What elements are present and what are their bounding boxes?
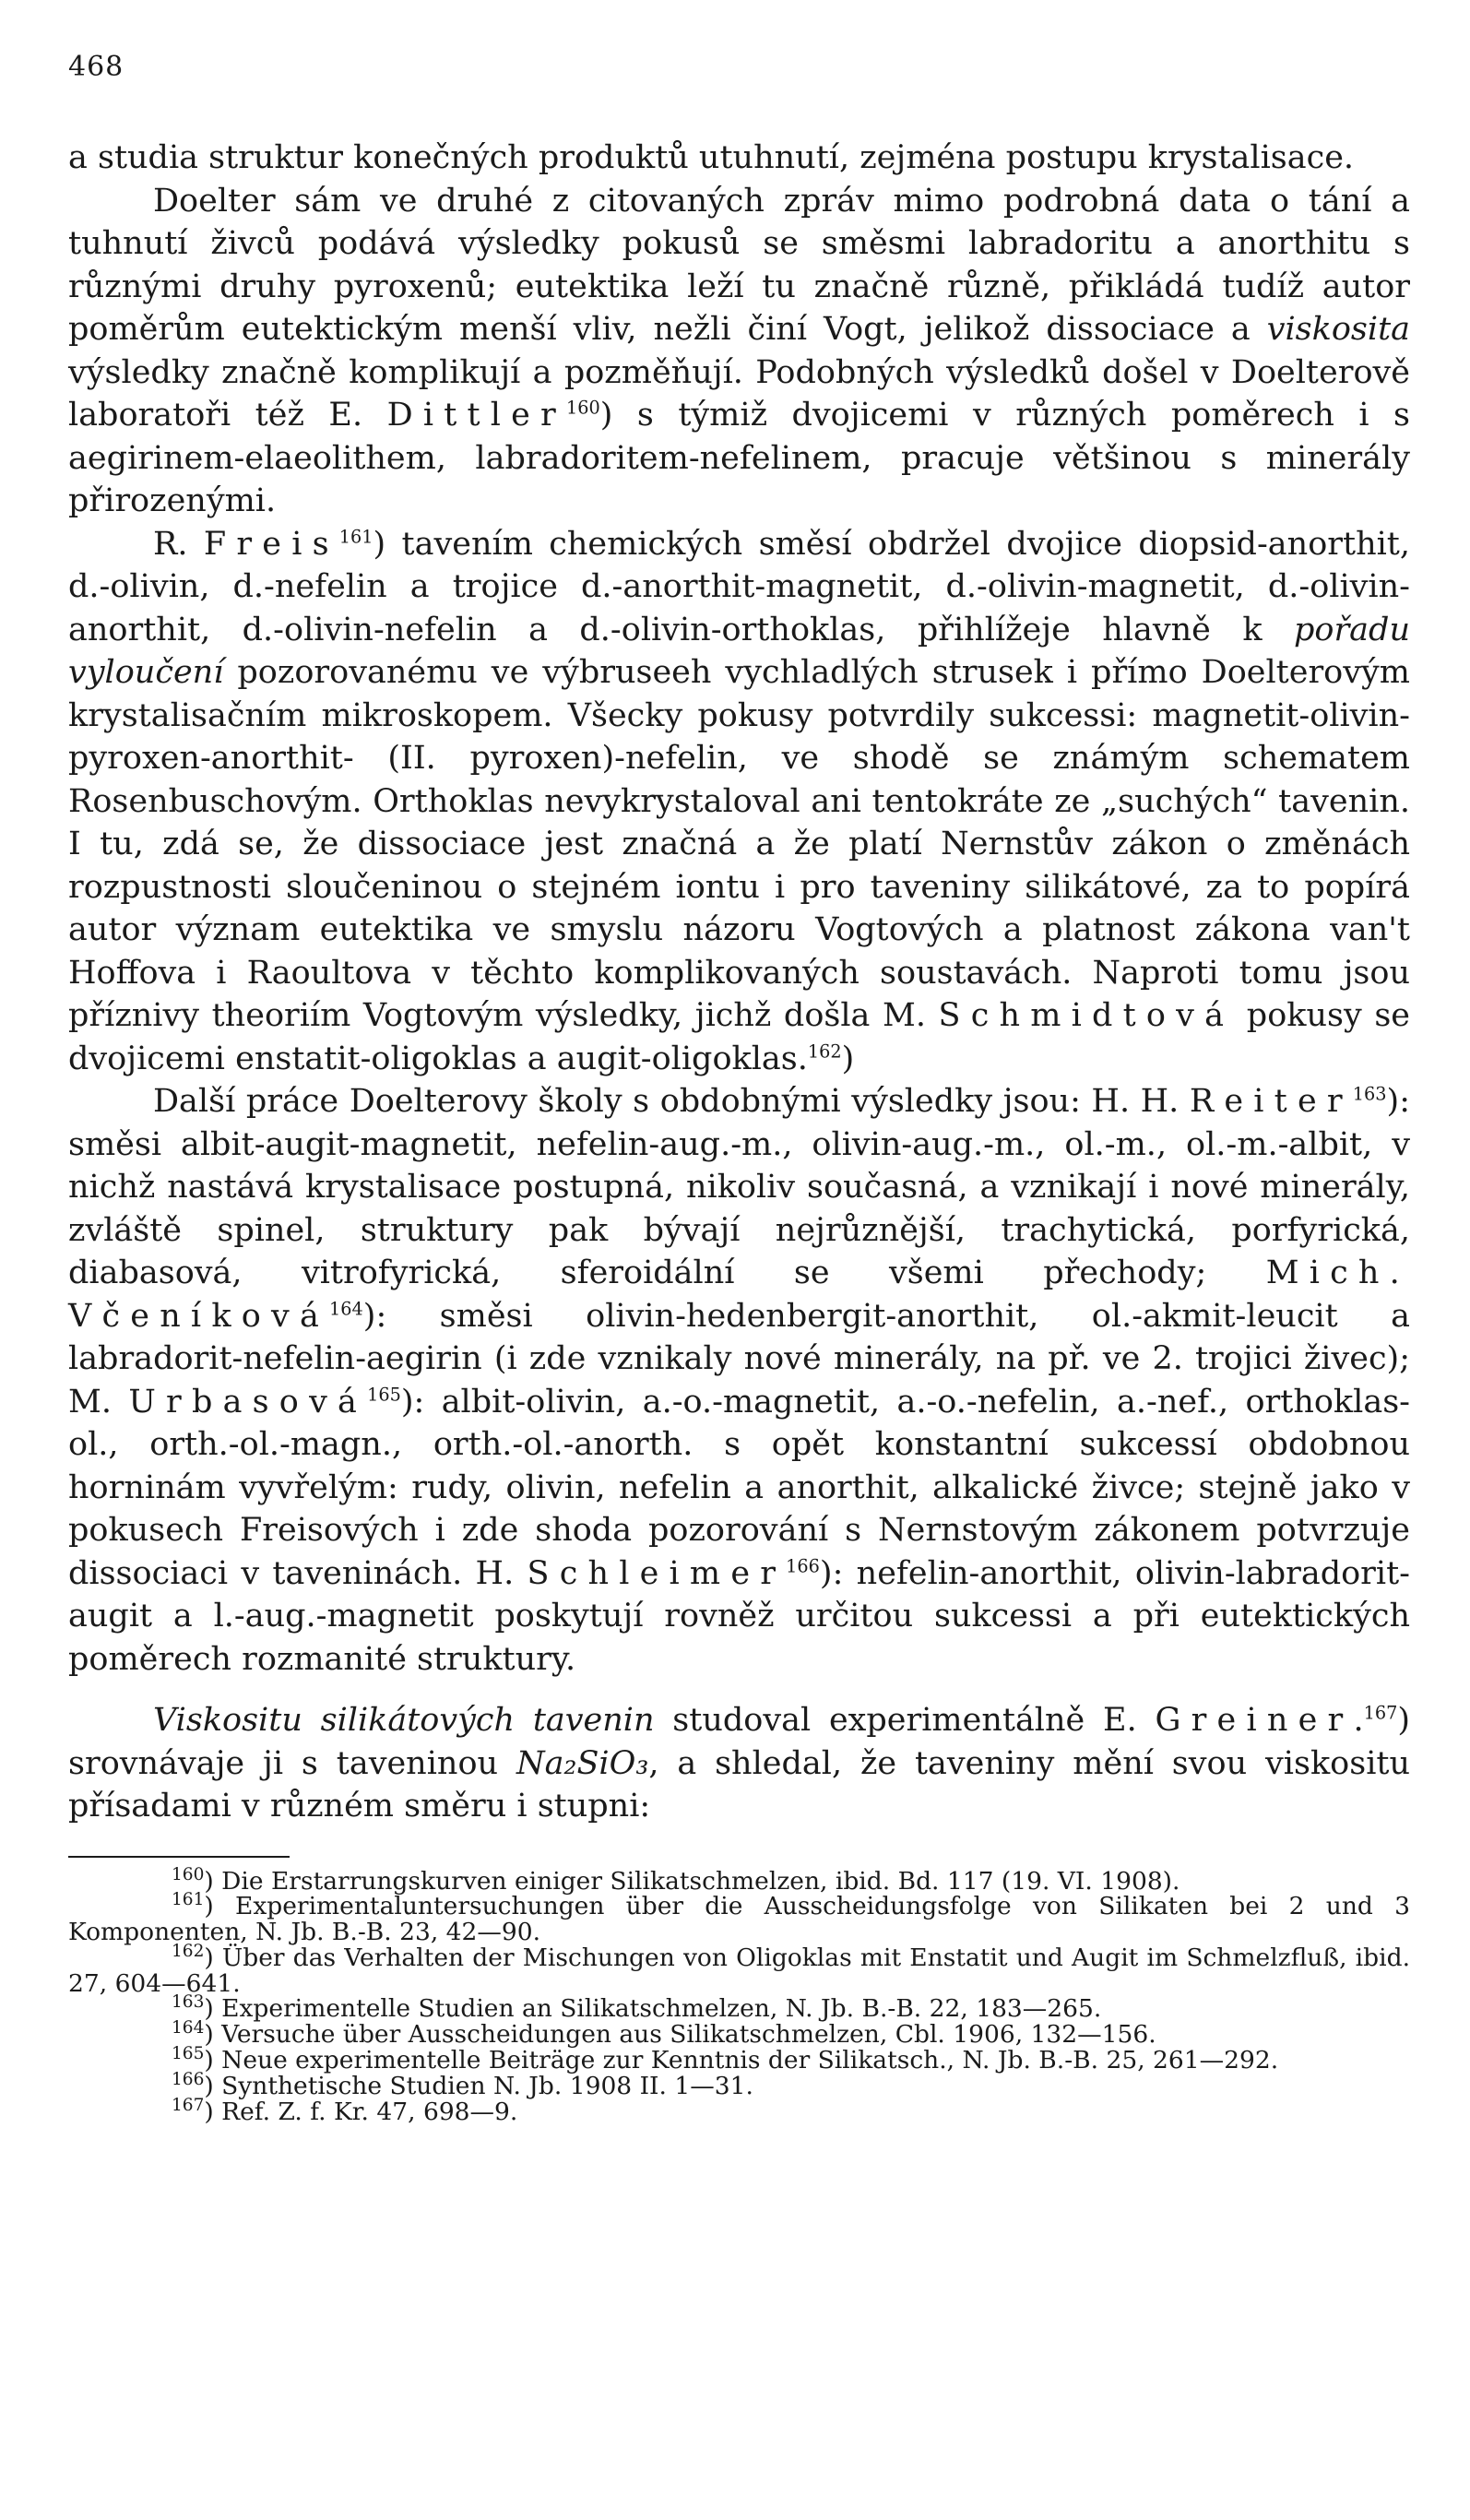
footnote-number: 161 [172, 1890, 205, 1910]
text-run: , a shledal, že taveniny mění svou viskositu přísadami v různém směru i stupni: [68, 1744, 1410, 1825]
footnote-163 [68, 1992, 1410, 2024]
emphasis-poradu-vylouceni: pořadu vyloučení [68, 611, 1410, 691]
text-run: ): směsi olivin-hedenbergit-anorthit, ol.-akmit-leucit a labradorit-nefelin-aegirin (i zde vznikaly nové minerály, na př. ve 2. trojici živec); M. [68, 1297, 1410, 1420]
footnote-text: ) Experimentaluntersuchungen über die Ausscheidungsfolge von Silikaten bei 2 und 3 Komponenten, N. Jb. B.-B. 23, 42—90. [68, 1892, 1410, 1947]
text-run: ) tavením chemických směsí obdržel dvojice diopsid-anorthit, d.-olivin, d.-nefelin a trojice d.-anorthit-magnetit, d.-olivin-magnetit, d.-olivin-anorthit, d.-olivin-nefelin a d.-olivin-orthoklas, přihlížeje hlavně k [68, 525, 1410, 648]
footnote-number: 167 [172, 2095, 205, 2115]
paragraph-2 [68, 180, 1410, 523]
footnote-ref-164[interactable]: 164 [329, 1297, 363, 1319]
text-run: ) s týmiž dvojicemi v různých poměrech i s aegirinem-elaeolithem, labradoritem-nefelinem, pracuje většinou s minerály přirozenými. [68, 397, 1410, 519]
footnote-ref-161[interactable]: 161 [338, 525, 373, 547]
paragraph-3 [68, 523, 1410, 1081]
footnote-number: 166 [172, 2070, 205, 2090]
footnote-text: ) Neue experimentelle Beiträge zur Kenntnis der Silikatsch., N. Jb. B.-B. 25, 261—292. [204, 2046, 1279, 2075]
text-run: pozorovanému ve výbruseeh vychladlých strusek i přímo Doelterovým krystalisačním mikroskopem. Všecky pokusy potvrdily sukcessi: magnetit-olivin-pyroxen-anorthit- (II. pyroxen)-nefelin, ve shodě se známým schematem Rosenbuschovým. Orthoklas nevykrystaloval ani tentokráte ze „suchých“ tavenin. I tu, zdá se, že dissociace jest značná a že platí Nernstův zákon o změnách rozpustnosti sloučeninou o stejném iontu i pro taveniny silikátové, za to popírá autor význam eutektika ve smyslu názoru Vogtových a platnost zákona van't Hoffova i Raoultova v těchto komplikovaných soustavách. Naproti tomu jsou příznivy theoriím Vogtovým výsledky, jichž došla M. [68, 654, 1410, 1034]
footnote-160 [68, 1864, 1410, 1896]
text-run: ) srovnávaje ji s taveninou [68, 1702, 1410, 1782]
text-run: ): směsi albit-augit-magnetit, nefelin-aug.-m., olivin-aug.-m., ol.-m., ol.-m.-albit, v nichž nastává krystalisace postupná, nikoliv současná, a vznikají i nové minerály, zvláště spinel, struktury pak bývají nejrůznější, trachytická, porfyrická, diabasová, vitrofyrická, sferoidální se všemi přechody; [68, 1083, 1410, 1291]
emphasis-viskositu: Viskositu silikátových tavenin [153, 1702, 655, 1739]
footnote-161 [68, 1890, 1410, 1947]
footnotes [68, 1864, 1410, 2126]
footnote-text: ) Versuche über Ausscheidungen aus Silikatschmelzen, Cbl. 1906, 132—156. [204, 2020, 1156, 2050]
footnote-165 [68, 2044, 1410, 2075]
footnote-number: 160 [172, 1864, 205, 1884]
footnote-number: 162 [172, 1942, 205, 1962]
author-name-urbasova: Urbasová [128, 1383, 368, 1420]
footnote-number: 163 [172, 1992, 205, 2013]
footnote-162 [68, 1942, 1410, 1998]
paragraph-5 [68, 1699, 1410, 1828]
footnote-167 [68, 2095, 1410, 2126]
author-name-reiter: Reiter [1189, 1083, 1353, 1120]
footnote-166 [68, 2070, 1410, 2100]
chemical-formula: Na₂SiO₃ [516, 1744, 649, 1782]
text-run: R. [153, 525, 204, 563]
page-number: 468 [68, 51, 124, 83]
author-name-dittler: Dittler [386, 397, 566, 434]
footnote-divider [68, 1856, 290, 1858]
author-name-schmidtova: Schmidtová [938, 997, 1235, 1034]
text-run: Další práce Doelterovy školy s obdobnými výsledky jsou: H. H. [153, 1083, 1190, 1120]
footnote-ref-165[interactable]: 165 [367, 1383, 401, 1405]
body-text [68, 137, 1410, 1828]
footnote-number: 165 [172, 2044, 205, 2064]
text-run: ): albit-olivin, a.-o.-magnetit, a.-o.-nefelin, a.-nef., orthoklas-ol., orth.-ol.-magn., orth.-ol.-anorth. s opět konstantní sukcessí obdobnou horninám vyvřelým: rudy, olivin, nefelin a anorthit, alkalické živce; stejně jako v pokusech Freisových i zde shoda pozorování s Nernstovým zákonem potvrzuje dissociaci v taveninách. H. [68, 1383, 1410, 1592]
footnote-text: ) Experimentelle Studien an Silikatschmelzen, N. Jb. B.-B. 22, 183—265. [204, 1994, 1102, 2024]
book-page [68, 53, 1410, 2124]
footnote-ref-162[interactable]: 162 [807, 1040, 842, 1062]
footnote-ref-166[interactable]: 166 [786, 1554, 820, 1576]
footnote-text: ) Über das Verhalten der Mischungen von Oligoklas mit Enstatit und Augit im Schmelzfluß, ibid. 27, 604—641. [68, 1943, 1410, 1998]
footnote-number: 164 [172, 2018, 205, 2039]
text-run: studoval experimentálně E. [654, 1702, 1156, 1739]
author-name-greiner: Greiner [1155, 1702, 1354, 1739]
footnote-ref-163[interactable]: 163 [1352, 1083, 1387, 1105]
footnote-164 [68, 2018, 1410, 2050]
text-run: ) [841, 1040, 855, 1077]
author-name-freis: Freis [203, 525, 339, 563]
text-run: výsledky značně komplikují a pozměňují. Podobných výsledků došel v Doelterově laboratoři též E. [68, 353, 1410, 434]
footnote-ref-167[interactable]: 167 [1363, 1702, 1398, 1724]
paragraph-4 [68, 1080, 1410, 1681]
author-name-vcenikova: Mich. Včeníková [68, 1254, 1410, 1335]
footnote-text: ) Die Erstarrungskurven einiger Silikatschmelzen, ibid. Bd. 117 (19. VI. 1908). [204, 1866, 1180, 1896]
footnote-text: ) Synthetische Studien N. Jb. 1908 II. 1—31. [204, 2071, 753, 2100]
emphasis-viskosita: viskosita [1266, 311, 1410, 348]
author-name-schleimer: Schleimer [527, 1554, 787, 1592]
paragraph-1: a studia struktur konečných produktů utuhnutí, zejména postupu krystalisace. [68, 139, 1355, 176]
text-run: . [1353, 1702, 1364, 1739]
text-run: pokusy se dvojicemi enstatit-oligoklas a augit-oligoklas. [68, 997, 1410, 1077]
footnote-text: ) Ref. Z. f. Kr. 47, 698—9. [204, 2097, 518, 2126]
text-run: Doelter sám ve druhé z citovaných zpráv mimo podrobná data o tání a tuhnutí živců podává výsledky pokusů se směsmi labradoritu a anorthitu s různými druhy pyroxenů; eutektika leží tu značně různě, přikládá tudíž autor poměrům eutektickým menší vliv, nežli činí Vogt, jelikož dissociace a [68, 182, 1410, 348]
footnote-ref-160[interactable]: 160 [566, 397, 600, 419]
text-run: ): nefelin-anorthit, olivin-labradorit-augit a l.-aug.-magnetit poskytují rovněž určitou sukcessi a při eutektických poměrech rozmanité struktury. [68, 1554, 1410, 1678]
